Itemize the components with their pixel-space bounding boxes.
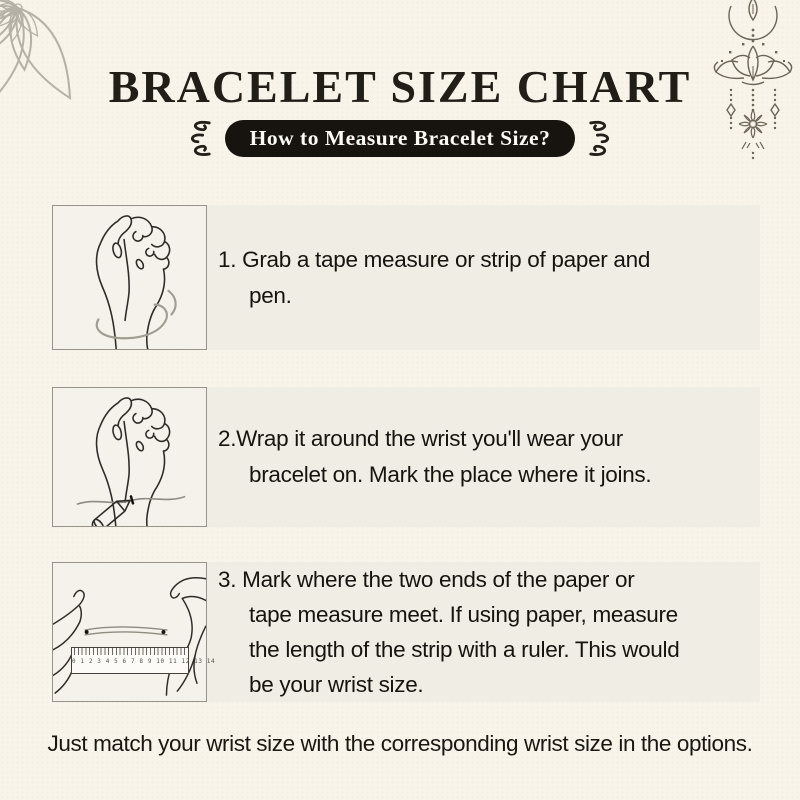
ruler-ticks	[74, 648, 186, 655]
ruler-numbers: 0 1 2 3 4 5 6 7 8 9 10 11 12 13 14	[72, 658, 216, 665]
step-2-row	[52, 387, 760, 527]
footer-note: Just match your wrist size with the corresponding wrist size in the options.	[47, 731, 753, 756]
step-3-illustration	[52, 562, 216, 702]
step-3-line-1: 3. Mark where the two ends of the paper or	[218, 567, 635, 592]
step-1-line-2: pen.	[249, 282, 292, 308]
step-3-number: 3.	[218, 567, 243, 592]
step-2-line-1: 2.Wrap it around the wrist you'll wear your	[218, 426, 623, 451]
step-2-line-2: bracelet on. Mark the place where it joins.	[249, 462, 652, 487]
step-1-number: 1.	[218, 246, 243, 272]
step-3-line-2: tape measure meet. If using paper, measure	[249, 602, 678, 627]
step-2-illustration	[52, 387, 207, 527]
step-1-line-1: 1. Grab a tape measure or strip of paper and	[218, 246, 651, 272]
step-3-line-3: the length of the strip with a ruler. This would	[249, 637, 680, 662]
step-2-number: 2.	[218, 426, 237, 451]
step-1-illustration	[52, 205, 207, 350]
subtitle-badge: How to Measure Bracelet Size?	[225, 120, 576, 157]
step-3-row	[52, 562, 760, 702]
header-badge-row	[0, 119, 800, 157]
page-title: BRACELET SIZE CHART	[108, 61, 692, 112]
ruler	[71, 647, 216, 674]
step-3-text	[218, 562, 758, 702]
flourish-left-icon	[181, 119, 213, 157]
step-3-line-4: be your wrist size.	[249, 672, 424, 697]
step-1-row	[52, 205, 760, 350]
step-2-text	[218, 387, 758, 527]
hands-with-ruler-icon	[53, 563, 216, 701]
hand-with-tape-icon	[53, 206, 206, 349]
step-1-text	[218, 205, 758, 350]
flourish-right-icon	[587, 119, 619, 157]
hand-with-pen-icon	[53, 388, 206, 526]
